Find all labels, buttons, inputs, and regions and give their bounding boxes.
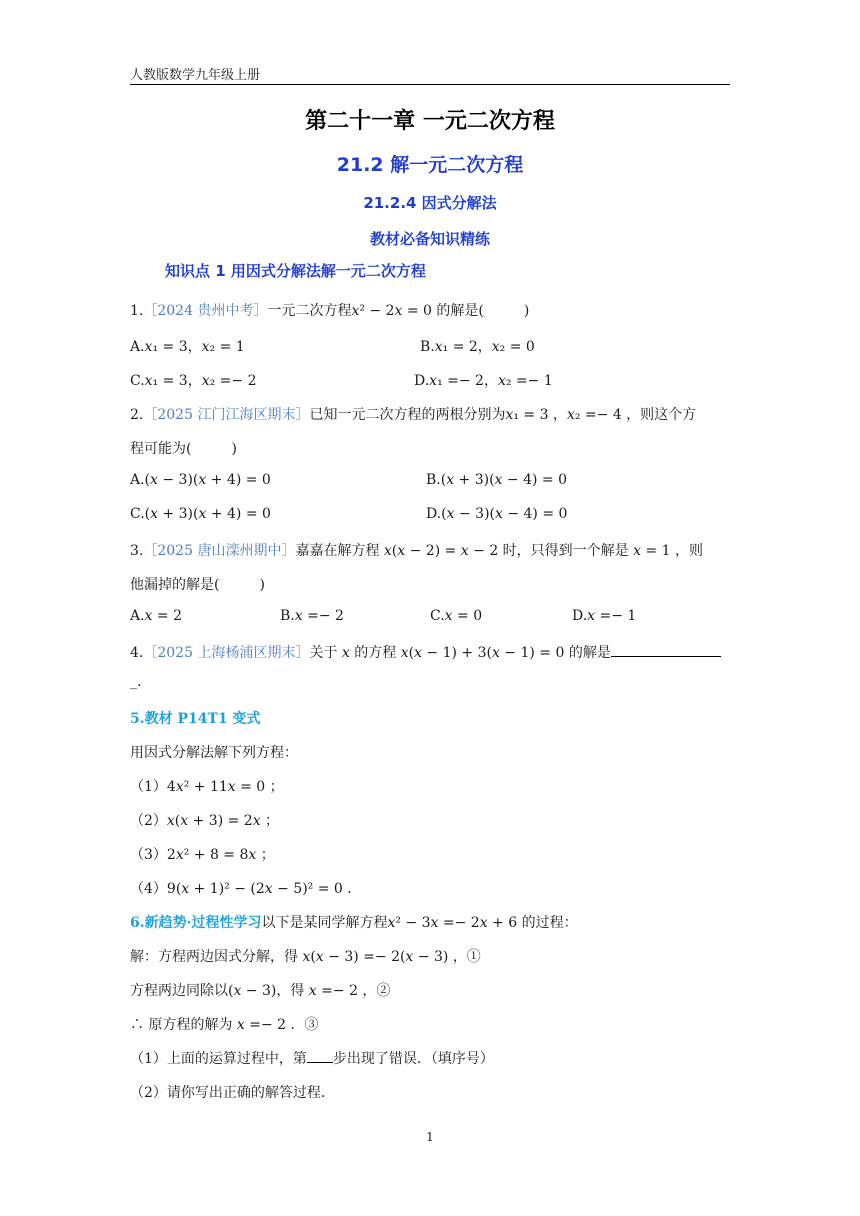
header-text: 人教版数学九年级上册 [130,68,261,83]
q1-number: 1. [130,303,144,319]
q6-number: 6. [130,915,145,931]
q5-item-2: （2）𝑥(𝑥 + 3) = 2𝑥 ； [130,813,280,829]
q4-stem: 关于 𝑥 的方程 𝑥(𝑥 − 1) + 3(𝑥 − 1) = 0 的解是 [309,645,611,661]
q3-stem-line1: 嘉嘉在解方程 𝑥(𝑥 − 2) = 𝑥 − 2 时，只得到一个解是 𝑥 = 1 ，则 [295,543,704,559]
q3-close: ) [259,577,265,593]
q1-option-d: D.𝑥₁ =− 2，𝑥₂ =− 1 [414,373,553,389]
q2-stem-line2-row [130,438,237,458]
q6-stem: 以下是某同学解方程𝑥² − 3𝑥 =− 2𝑥 + 6 的过程： [261,915,578,931]
page-number: 1 [426,1130,434,1144]
q2-stem-line2: 程可能为( [130,441,192,457]
practice-subtitle: 教材必备知识精练 [369,230,490,248]
q4-source: ［2025 上海杨浦区期末］ [143,645,310,661]
q1-option-b: B.𝑥₁ = 2，𝑥₂ = 0 [420,339,535,355]
q6-sub1-pre: （1）上面的运算过程中，第 [130,1051,307,1067]
q1-option-a: A.𝑥₁ = 3，𝑥₂ = 1 [130,339,245,355]
q6-step-1: 解：方程两边因式分解，得 𝑥(𝑥 − 3) =− 2(𝑥 − 3) ，① [130,949,481,965]
question-6 [130,912,578,932]
q1-option-c: C.𝑥₁ = 3，𝑥₂ =− 2 [130,373,257,389]
q2-source: ［2025 江门江海区期末］ [143,407,310,423]
subsection-title: 21.2.4 因式分解法 [363,194,497,212]
q6-sub-2: （2）请你写出正确的解答过程． [130,1085,335,1101]
q1-stem: 一元二次方程𝑥² − 2𝑥 = 0 的解是( [267,303,484,319]
q4-answer-blank[interactable] [611,644,721,657]
question-1 [130,300,529,320]
q1-close: ) [523,303,530,319]
q2-stem-line1: 已知一元二次方程的两根分别为𝑥₁ = 3 ，𝑥₂ =− 4 ，则这个方 [309,407,697,423]
chapter-title: 第二十一章 一元二次方程 [305,109,555,134]
page-header [130,62,730,85]
knowledge-point-title: 知识点 1 用因式分解法解一元二次方程 [165,262,426,280]
q3-number: 3. [130,543,144,559]
q3-option-b: B.𝑥 =− 2 [280,608,344,624]
q4-number: 4. [130,645,144,661]
q5-item-3: （3）2𝑥² + 8 = 8𝑥 ； [130,847,275,863]
q6-sub-1 [130,1048,494,1068]
q6-sub1-blank[interactable] [307,1050,333,1063]
q2-option-d: D.(𝑥 − 3)(𝑥 − 4) = 0 [426,506,568,522]
q4-end: _. [130,674,142,690]
q5-intro: 用因式分解法解下列方程： [130,745,298,761]
q5-item-1: （1）4𝑥² + 11𝑥 = 0 ； [130,779,284,795]
q3-source: ［2025 唐山滦州期中］ [143,543,296,559]
q1-source: ［2024 贵州中考］ [143,303,268,319]
q2-option-b: B.(𝑥 + 3)(𝑥 − 4) = 0 [426,472,567,488]
q5-number: 5. [130,711,145,727]
q6-step-2: 方程两边同除以(𝑥 − 3)，得 𝑥 =− 2 ，② [130,983,391,999]
q3-stem-line2-row [130,574,265,594]
q3-option-a: A.𝑥 = 2 [130,608,182,624]
q6-step-3: ∴ 原方程的解为 𝑥 =− 2 ．③ [130,1017,319,1033]
question-3 [130,540,703,560]
q2-number: 2. [130,407,144,423]
q6-tag: 新趋势·过程性学习 [144,915,262,931]
q6-sub1-post: 步出现了错误．（填序号） [332,1051,494,1067]
q2-close: ) [231,441,237,457]
section-title: 21.2 解一元二次方程 [336,154,524,176]
q5-tag: 教材 P14T1 变式 [144,711,261,727]
q2-option-a: A.(𝑥 − 3)(𝑥 + 4) = 0 [130,472,271,488]
q3-stem-line2: 他漏掉的解是( [130,577,220,593]
q5-item-4: （4）9(𝑥 + 1)² − (2𝑥 − 5)² = 0 ． [130,881,362,897]
question-4 [130,642,721,662]
q2-option-c: C.(𝑥 + 3)(𝑥 + 4) = 0 [130,506,271,522]
q3-option-c: C.𝑥 = 0 [430,608,483,624]
question-5 [130,708,261,728]
question-2 [130,404,696,424]
q3-option-d: D.𝑥 =− 1 [572,608,637,624]
